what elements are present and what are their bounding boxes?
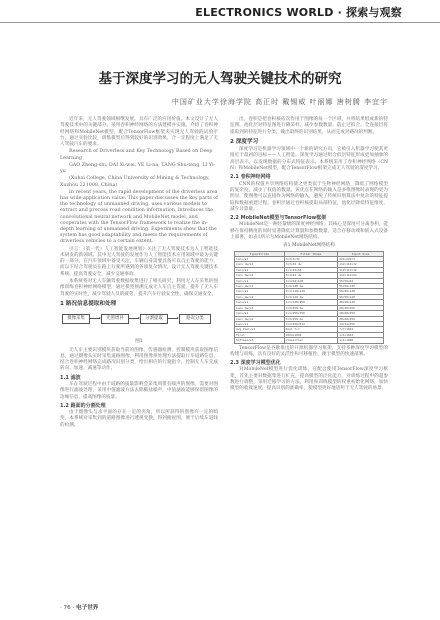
table-cell: Classifier <box>284 338 338 343</box>
table-cell: 56×56×128 <box>338 289 384 294</box>
abstract-cn: 近年来，无人驾驶领域相继发展。具有广泛的应用价值。本文设计了无人驾驶技术中的关键部分，采用卷积神经网络的方法建模并实施。介绍了卷积神经网络和MobileNet模型，配合TensorFlow框架来实现无人驾驶的试验平台，通过实验比较，训练模型后得到较好的识别效果，合一定程度上满足了无人驾驶汽车的要求。 <box>60 117 218 148</box>
table-cell: 3×3×128 dw <box>284 294 338 299</box>
section-2-2-title: 2.2 MobileNet模型与TensorFlow框架 <box>230 215 327 222</box>
page-header <box>0 0 440 23</box>
table-cell: 28×28×128 <box>338 300 384 305</box>
section-1-2-title: 1.2 路面的分割处理 <box>60 402 106 409</box>
table-cell: Pool 7×7 <box>284 327 338 332</box>
journal-header-title: ELECTRONICS WORLD · 探索与观察 <box>195 6 402 19</box>
table-cell: Conv/s2 <box>235 257 285 262</box>
flow-diagram <box>60 311 218 337</box>
intro-paragraph-2: 本系统将对无人车辆驾驶数据收集进行了相关研究，利用无人车采集的图像训练卷积神经网络模型，通过模型预测完成无人车自主驾驶，提升了无人车驾驶的实时性，减少驾驶人员的疲劳，提升汽车行驶安全性，确保交通安全。 <box>60 279 218 297</box>
flow-box-classify: 路况分类 <box>179 314 211 324</box>
table-cell: 1×1×256×512 <box>284 321 338 326</box>
table-cell: 56×56×128 <box>338 294 384 299</box>
table-cell: 112×112×64 <box>338 273 384 278</box>
table-cell: 3×3×3×32 <box>284 257 338 262</box>
table-cell: 28×28×256 <box>338 311 384 316</box>
right-column <box>230 117 388 394</box>
footer-journal: 电子世界 <box>76 605 99 611</box>
table-cell: FC/s1 <box>235 332 285 337</box>
section-2-2-body: MobileNet是一种轻量级的深度神经网络，其核心是深度可分离卷积，能够在保持精度的同时显著降低计算量和参数数量，适合在移动端和嵌入式设备上部署。如表1所示为MobileNet网络结构。 <box>230 222 388 241</box>
table-cell: Conv/s1 <box>235 289 285 294</box>
table-header-cell: Filter Shape <box>284 251 338 256</box>
flow-arrow <box>90 318 100 319</box>
page-footer <box>60 603 98 611</box>
table-cell: 1×1×128×128 <box>284 289 338 294</box>
flow-arrow <box>168 318 178 319</box>
table-cell: 1×1×1024 <box>338 332 384 337</box>
table-cell: 1×1×1000 <box>338 338 384 343</box>
table-cell: 3×3×32 dw <box>284 262 338 267</box>
table-cell: 7×7×1024 <box>338 327 384 332</box>
abstract-en: In recent years, the rapid development of the driverless area has wide application value. This paper discusses the key parts of the technology of unmanned driving, uses various models to extract and process road condition information, introduces the convolutional neural network and MobileNet model, and cooperates with the TensorFlow framework to realize the in-depth learning of unmanned driving. Experiments show that the system has good adaptability and meets the requirements of driverless vehicles to a certain extent. <box>60 189 218 245</box>
table-cell: 28×28×256 <box>338 305 384 310</box>
table-cell: Conv dw/s2 <box>235 294 285 299</box>
abstract-en-affiliation: (Xuhai College, China University of Mining & Technology, Xuzhou 221008, China) <box>60 176 210 188</box>
flow-box-segment: 分割提取 <box>140 314 168 324</box>
table-cell: Conv/s1 <box>235 321 285 326</box>
section-1-title: 1 路况信息提取和处理 <box>60 300 117 307</box>
table-row <box>235 338 384 343</box>
table-cell: Conv/s1 <box>235 278 285 283</box>
abstract-en-authors: GAO Zheng-shi, DAI Xi-wei, YE Li-na, TANG Shu-teng, LI Yi-yu <box>60 162 216 175</box>
section-1-1-title: 1.1 滤波 <box>60 374 81 381</box>
flow-box-light: 光照增补 <box>101 314 129 324</box>
section-2-3-body: 对MobileNet模型进行优化训练，在配合使用TensorFlow深度学习框架，首先主要对数据集进行扩充，提高模型的泛化能力，对训练过程中的超参数进行调整，采用迁移学习的方法，利用预训练模型的权重初始化网络，加快模型的收敛速度，提高识别的准确率，使模型更好地适用于无人驾驶的场景。 <box>230 367 388 392</box>
section-1-1-body: 车在驾驶过程中由于道路的质量影响会采集到带有噪声的图像，需要对图像进行滤波处理，采用中值滤波方法去除椒盐噪声，中值滤波能够保留图像的边缘信息，提高图像的质量。 <box>60 381 218 400</box>
figure-1-caption: 图1 <box>135 339 143 345</box>
table-1-caption: 表1 MobileNet网络结构 <box>282 243 335 249</box>
section-2-3-title: 2.3 深度学习模型优化 <box>230 360 281 367</box>
section-2-body: 深度学习是机器学习领域中一个新的研究方向，它被引入机器学习使其更接近于最初的目标——人工智能。深度学习通过组合低层特征形成更加抽象的高层表示，以发现数据的分布式特征表示。本系统采用了卷积神经网络（CNN）和MobileNet模型，配合TensorFlow框架完成无人驾驶的深度学习。 <box>230 147 388 172</box>
table-cell: Conv dw/s2 <box>235 273 285 278</box>
table-cell: Conv/s1 <box>235 311 285 316</box>
left-column <box>60 117 218 430</box>
table-cell: 1024×1000 <box>284 332 338 337</box>
table-cell: 14×14×256 <box>338 321 384 326</box>
flow-box-capture: 摄像采集 <box>62 314 90 324</box>
table-cell: Conv dw/s1 <box>235 262 285 267</box>
table-cell: 112×112×32 <box>338 262 384 267</box>
abstract-en-title: Research of Driverless and Key Technology Based on Deep Learning <box>60 149 213 161</box>
table-cell: 1×1×64×128 <box>284 278 338 283</box>
section-2-1-title: 2.1 卷积神经网络 <box>230 174 271 181</box>
table-cell: 1×1×256×256 <box>284 311 338 316</box>
table-cell: Conv dw/s1 <box>235 284 285 289</box>
intro-paragraph: 引言：（第一代）人工智能发展规划》关注了无人驾驶技术为人工智能技术研发的新领域。其中无人驾驶的发展作为人工智能技术应用领域中最为关键的一部分，在汽车领域中备受关注，车辆自身需要具备可以自主驾驶的能力，而以下结合驾驶员在路上行驶所遇到的各项复杂情况，设计无人驾驶关键技术系统，提高驾驶安全，减少交通事故。 <box>60 246 218 277</box>
table-cell: 112×112×32 <box>338 267 384 272</box>
table-cell: 28×28×256 <box>338 316 384 321</box>
table-cell: 56×56×128 <box>338 284 384 289</box>
table-cell: Softmax/s1 <box>235 338 285 343</box>
right-top-paragraph: 出，卷积是把卷积核依次作用于图像的每一个区域，并将结果组成新的特征图。池化层对特征图进行降采样，减少参数数量，防止过拟合。全连接层将提取到的特征进行分类，输出最终的识别结果，从而完成对路况的判断。 <box>230 117 388 135</box>
table-cell: 3×3×128 dw <box>284 284 338 289</box>
mobilenet-table <box>234 251 384 344</box>
page-number: · 76 · <box>60 605 75 611</box>
flow-arrow <box>129 318 139 319</box>
table-cell: Avg Pool/s1 <box>235 327 285 332</box>
table-cell: 1×1×128×256 <box>284 300 338 305</box>
table-cell: Conv dw/s2 <box>235 316 285 321</box>
section-1-2-body: 由于摄像头与水平面的存在一定的夹角，所以所获得的图像有一定的畸变，本系统对采集到的道路图像进行透视变换，得到俯视图，便于后续车道线的检测。 <box>60 410 218 428</box>
section-2-title: 2 深度学习 <box>230 138 259 145</box>
table-cell: Conv/s1 <box>235 267 285 272</box>
section-2-1-body: CNN的权值共享网络结构使之更类似于生物神经网络，降低了网络模型的复杂度，减少了权值的数量。该优点在网络的输入是多维图像时表现的更为明显，使图像可以直接作为网络的输入，避免了传统识别算法中复杂的特征提取和数据重建过程。卷积层通过卷积核提取局部特征，池化层降低特征维度，减少计算量。 <box>230 181 388 212</box>
table-cell: Conv dw/s1 <box>235 305 285 310</box>
table-cell: 3×3×256 dw <box>284 316 338 321</box>
table-cell: Conv/s1 <box>235 300 285 305</box>
table-cell: 224×224×3 <box>338 257 384 262</box>
table-header-cell: Input Size <box>338 251 384 256</box>
table-header-row <box>235 251 384 256</box>
table-cell: 56×56×64 <box>338 278 384 283</box>
section-2-2-body-2: TensorFlow是谷歌推出的开源机器学习框架，支持多种深度学习模型的构建与训练，具有良好的灵活性和可移植性，便于模型的快速部署。 <box>230 345 388 357</box>
table-cell: 3×3×256 dw <box>284 305 338 310</box>
section-1-body: 无人车主要识别模块获取当前的图像，传感器检测、控制模块获取图像信息，通过摄像头实时采集道路图像，利用图像预处理方法提取行车道路信息，结合卷积神经网络完成路况识别分类，给出相应的行驶指令，控制无人车完成转向、加速、减速等动作。 <box>60 347 218 372</box>
table-header-cell: Type/Stride <box>235 251 285 256</box>
table-cell: 1×1×32×64 <box>284 267 338 272</box>
paper-authors: 中国矿业大学徐海学院 高正时 戴锡威 叶丽娜 唐树腾 李宜宇 <box>171 98 388 106</box>
paper-title: 基于深度学习的无人驾驶关键技术的研究 <box>98 71 342 87</box>
table-cell: 3×3×64 dw <box>284 273 338 278</box>
